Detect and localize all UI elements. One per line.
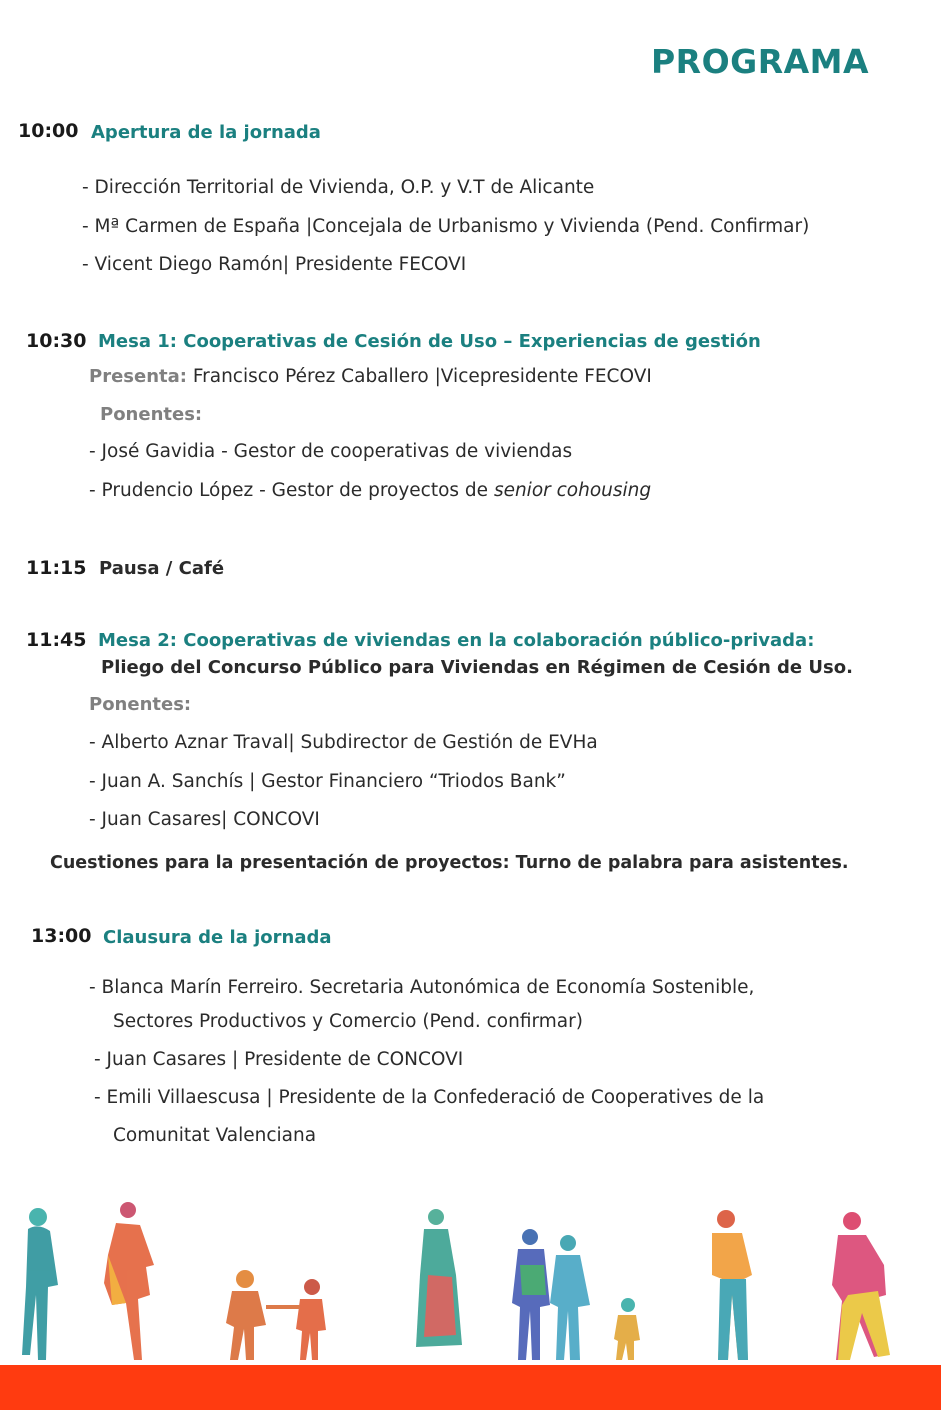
person-figure (226, 1270, 326, 1360)
person-figure (712, 1210, 752, 1360)
person-figure (22, 1208, 58, 1360)
person-figure (832, 1212, 890, 1360)
person-figure (416, 1209, 462, 1347)
ponentes-label: Ponentes: (89, 694, 192, 715)
list-item: - Juan Casares| CONCOVI (89, 809, 320, 830)
list-item: - Juan Casares | Presidente de CONCOVI (94, 1049, 464, 1070)
cuestiones-text: Cuestiones para la presentación de proyectos: Turno de palabra para asistentes. (50, 853, 849, 873)
list-item-italic: senior cohousing (493, 480, 652, 501)
session-heading: Mesa 1: Cooperativas de Cesión de Uso – Experiencias de gestión (98, 331, 761, 352)
session-time: 13:00 (31, 925, 92, 947)
bottom-bar (0, 1365, 941, 1410)
session-heading: Clausura de la jornada (103, 927, 332, 948)
list-item-continuation: Sectores Productivos y Comercio (Pend. confirmar) (113, 1011, 583, 1032)
list-item: - Alberto Aznar Traval| Subdirector de Gestión de EVHa (89, 732, 598, 753)
list-item: - Vicent Diego Ramón| Presidente FECOVI (82, 254, 467, 275)
ponentes-label: Ponentes: (100, 404, 203, 425)
session-heading: Pausa / Café (99, 558, 225, 579)
session-time: 10:30 (26, 330, 87, 352)
list-item: - Dirección Territorial de Vivienda, O.P. y V.T de Alicante (82, 177, 595, 198)
list-item: - Emili Villaescusa | Presidente de la Confederació de Cooperatives de la (94, 1087, 765, 1108)
session-heading: Mesa 2: Cooperativas de viviendas en la colaboración público-privada: (98, 630, 815, 651)
session-time: 10:00 (18, 120, 79, 142)
list-item-continuation: Comunitat Valenciana (113, 1125, 317, 1146)
list-item: - Blanca Marín Ferreiro. Secretaria Autonómica de Economía Sostenible, (89, 977, 755, 998)
session-heading: Apertura de la jornada (91, 122, 321, 143)
page-title: PROGRAMA (651, 42, 870, 81)
list-item: - Juan A. Sanchís | Gestor Financiero “Triodos Bank” (89, 771, 566, 792)
list-item: - José Gavidia - Gestor de cooperativas de viviendas (89, 441, 573, 462)
presenta-label: Presenta: (89, 366, 187, 387)
session-time: 11:15 (26, 557, 87, 579)
presenter-text: Francisco Pérez Caballero |Vicepresidente FECOVI (186, 366, 652, 387)
list-item: - Mª Carmen de España |Concejala de Urbanismo y Vivienda (Pend. Confirmar) (82, 216, 810, 237)
people-illustration (0, 1195, 941, 1370)
session-time: 11:45 (26, 629, 87, 651)
person-figure (512, 1229, 640, 1360)
presenter-line (89, 366, 652, 387)
person-figure (104, 1202, 154, 1360)
list-item-text: - Prudencio López - Gestor de proyectos de (89, 480, 494, 501)
list-item (89, 480, 651, 501)
session-subheading: Pliego del Concurso Público para Viviendas en Régimen de Cesión de Uso. (101, 657, 853, 678)
